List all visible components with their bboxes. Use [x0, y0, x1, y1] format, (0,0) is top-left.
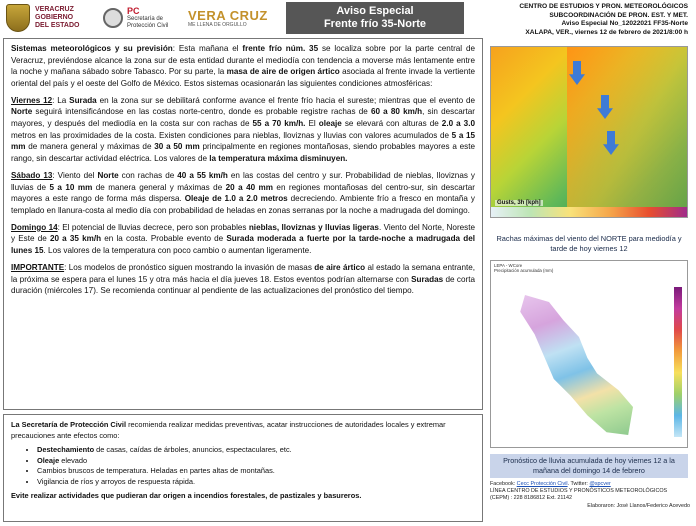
text: de manera general y máximas de: [25, 142, 155, 152]
text-bold: Norte: [97, 170, 119, 180]
text: de casas, caídas de árboles, anuncios, espectaculares, etc.: [94, 445, 292, 454]
list-item: [37, 477, 475, 488]
list-item: [37, 466, 475, 477]
paragraph-friday: [11, 95, 475, 165]
vz-sub: ME LLENA DE ORGULLO: [188, 21, 247, 28]
recommendations-box: [3, 414, 483, 522]
map2-caption: Pronóstico de lluvia acumulada de hoy viernes 12 a la mañana del domingo 14 de febrero: [490, 454, 688, 478]
issuer-line: SUBCOORDINACIÓN DE PRON. EST. Y MET.: [549, 11, 688, 19]
text: : El potencial de lluvias decrece, pero son probables: [57, 222, 249, 232]
text-bold: Oleaje de 1.0 a 2.0 metros: [184, 194, 288, 204]
text: , sin descartar mayores, y después del mediodía en la costa sur con rachas de: [11, 107, 475, 129]
paragraph-saturday: [11, 170, 475, 216]
veracruz-brand-logo: [188, 3, 268, 33]
text: El: [305, 119, 319, 129]
text-bold: nieblas, lloviznas y lluvias ligeras: [248, 222, 379, 232]
aviso-title-banner: [286, 2, 464, 34]
day-heading: Sábado 13: [11, 170, 53, 180]
text-bold: 5 a 10 mm: [49, 182, 93, 192]
text-bold: oleaje: [318, 119, 342, 129]
text: se elevará con alturas de: [341, 119, 442, 129]
paragraph-systems: [11, 43, 475, 89]
day-heading: Domingo 14: [11, 222, 58, 232]
heading: Sistemas meteorológicos y su previsión: [11, 44, 173, 53]
text-bold: 20 a 40 mm: [225, 182, 273, 192]
text: Facebook:: [490, 481, 517, 487]
text: : Viento del: [52, 170, 98, 180]
text: de corta duración (miércoles 17). Se recomienda continuar al pendiente de las actualizaciones del pronóstico del tiempo.: [11, 274, 475, 296]
pc-line1: Secretaría de: [127, 15, 164, 22]
text-bold: 20 a 35 km/h: [49, 234, 102, 244]
text-bold: La Secretaría de Protección Civil: [11, 420, 127, 429]
text: en regiones montañosas del centro-sur, sin descartar mayores a este rango de forma más dispersa.: [11, 182, 475, 204]
aviso-title: Aviso Especial: [336, 5, 414, 17]
text-bold: Oleaje: [37, 455, 60, 465]
logo-line: VERACRUZ: [35, 6, 74, 13]
recommendations-closing: [11, 491, 475, 502]
text-bold: Surada moderada a fuerte por la tarde-noche a madrugada del lunes 15: [11, 234, 475, 255]
text: metros en las proximidades de la costa. Existen condiciones para nieblas, lloviznas y lluvias con valores acumulados de: [11, 130, 452, 140]
issuer-line: CENTRO DE ESTUDIOS Y PRON. METEOROLÓGICOS: [519, 3, 688, 10]
day-heading: Viernes 12: [11, 95, 53, 105]
aviso-subtitle: Frente frío 35-Norte: [323, 18, 427, 30]
list-item: [37, 456, 475, 467]
text-bold: Suradas: [411, 274, 444, 284]
text-bold: 60 a 80 km/h: [370, 107, 423, 117]
text: : La: [52, 95, 70, 105]
map1-caption: Rachas máximas del viento del NORTE para mediodía y tarde de hoy viernes 12: [496, 234, 682, 253]
text: de manera general y máximas de: [92, 182, 226, 192]
text-bold: 5 a 15 mm: [11, 130, 476, 152]
important-heading: IMPORTANTE: [11, 263, 65, 273]
pc-logo: [103, 3, 168, 33]
map2-header-line: LEPA - WCore: [494, 263, 523, 268]
text: Vigilancia de ríos y arroyos de respuesta rápida.: [37, 476, 196, 486]
text-bold: frente frío núm. 35: [242, 44, 319, 53]
color-scale: [491, 207, 688, 217]
text: en la zona sur se debilitará conforme avance el frente frío hacia el sureste; mientras que el evento de: [96, 95, 475, 105]
text: recomienda realizar medidas preventivas, acatar instrucciones de autoridades locales y extremar precauciones ante efectos como:: [11, 420, 446, 440]
precip-colorbar: [674, 287, 682, 437]
footer-contact: [490, 481, 690, 510]
map2-header-line: Precipitación acumulada (mm): [494, 268, 554, 273]
text: Cambios bruscos de temperatura. Heladas en partes altas de montañas.: [37, 466, 275, 475]
precipitation-map: [490, 260, 688, 448]
twitter-link[interactable]: @spcver: [589, 481, 611, 487]
text-bold: masa de aire de origen ártico: [226, 67, 340, 77]
text-bold: 2.0 a 3.0: [441, 119, 475, 129]
text: asociada al frente invade la vertiente oriental del país y el oeste del Golfo de México. Estos sistemas ocasionarán las siguientes condiciones atmosféricas:: [11, 67, 475, 88]
gulf-overlay: [567, 47, 687, 218]
text: elevado: [59, 455, 88, 465]
veracruz-state-shape: [513, 295, 633, 435]
contact-phone: (CEPM) : 228 8186812 Ext. 21142: [490, 495, 573, 501]
map2-header: [491, 261, 687, 275]
list-item: [37, 445, 475, 456]
text: en las costas del centro y sur. Probabilidad de nieblas, lloviznas y lluvias de: [11, 170, 475, 192]
text-bold: Evite realizar actividades que pudieran dar origen a incendios forestales, de pastizales y basureros.: [11, 491, 362, 500]
issuer-date: XALAPA, VER., viernes 12 de febrero de 2021/8:00 h: [525, 28, 688, 36]
text-bold: Norte: [11, 107, 33, 117]
text-bold: 30 a 50 mm: [154, 142, 200, 152]
text: principalmente en regiones montañosas, siendo probables mayores a este rango, sin descartar actividad eléctrica. Los valores de: [11, 142, 475, 163]
text-bold: la temperatura máxima disminuyen.: [209, 153, 348, 163]
wind-gust-map: [490, 46, 688, 218]
header: [0, 0, 696, 36]
text: decreciendo. Ambiente frío a fresco en montaña y templado en llanura-costa al medio día con probabilidad de heladas en zonas serranas por la noche a madrugada del domingo.: [11, 194, 475, 215]
text: en la costa. Probable evento de: [101, 234, 227, 244]
text-bold: Surada: [69, 95, 97, 105]
forecast-text-box: [3, 38, 483, 410]
text: : Los modelos de pronóstico siguen mostrando la invasión de masas: [64, 263, 315, 273]
authors: Elaboraron: José Llanos/Federico Acevedo: [587, 503, 690, 509]
text: . Twitter:: [567, 481, 590, 487]
recommendations-list: [37, 445, 475, 487]
seal-icon: [103, 8, 123, 28]
pc-mark: PC: [127, 5, 140, 16]
vz-mark: VERA CRUZ: [188, 7, 268, 23]
logo-line: GOBIERNO: [35, 14, 74, 21]
shield-icon: [6, 4, 30, 32]
text: . Viento del Norte, Noreste y Este de: [11, 222, 476, 244]
text: seguirá intensificándose en las costas norte-centro, donde es probable registre rachas de: [32, 107, 371, 117]
paragraph-sunday: [11, 222, 475, 257]
issuer-info: [468, 3, 688, 37]
logo-line: DEL ESTADO: [35, 22, 80, 29]
contact-line: LÍNEA CENTRO DE ESTUDIOS Y PRONÓSTICOS METEOROLÓGICOS: [490, 488, 668, 494]
recommendations-intro: [11, 420, 475, 441]
text: se localiza sobre por la parte central de Veracruz, previéndose alcance la zona sur de esta entidad durante el mediodía con tendencia a moverse más lentamente entre la noche y mañana sábado sobre Tabasco. Por su parte, la: [11, 44, 476, 77]
text-bold: 40 a 55 km/h: [177, 170, 228, 180]
text: : Esta mañana el: [172, 44, 243, 53]
veracruz-logo: [6, 3, 79, 33]
text: . Los valores de la temperatura con poco cambio o aumentan ligeramente.: [43, 246, 312, 255]
text-bold: 55 a 70 km/h.: [252, 119, 306, 129]
paragraph-important: [11, 262, 475, 297]
pc-line2: Protección Civil: [127, 22, 169, 29]
text-bold: Destechamiento: [37, 445, 95, 454]
issuer-line: Aviso Especial No_12022021 FF35-Norte: [561, 20, 688, 28]
facebook-link[interactable]: Cecc Protección Civil: [516, 481, 568, 487]
text: al estado la semana entrante, la próxima se espera para el lunes 15 y otra más hacia el día jueves 18. Estos eventos podrían alternarse con: [11, 263, 475, 284]
text: con rachas de: [118, 170, 178, 180]
text-bold: de aire ártico: [314, 263, 366, 273]
map1-scale-label: Gusts, 3h [kph]: [497, 200, 541, 206]
